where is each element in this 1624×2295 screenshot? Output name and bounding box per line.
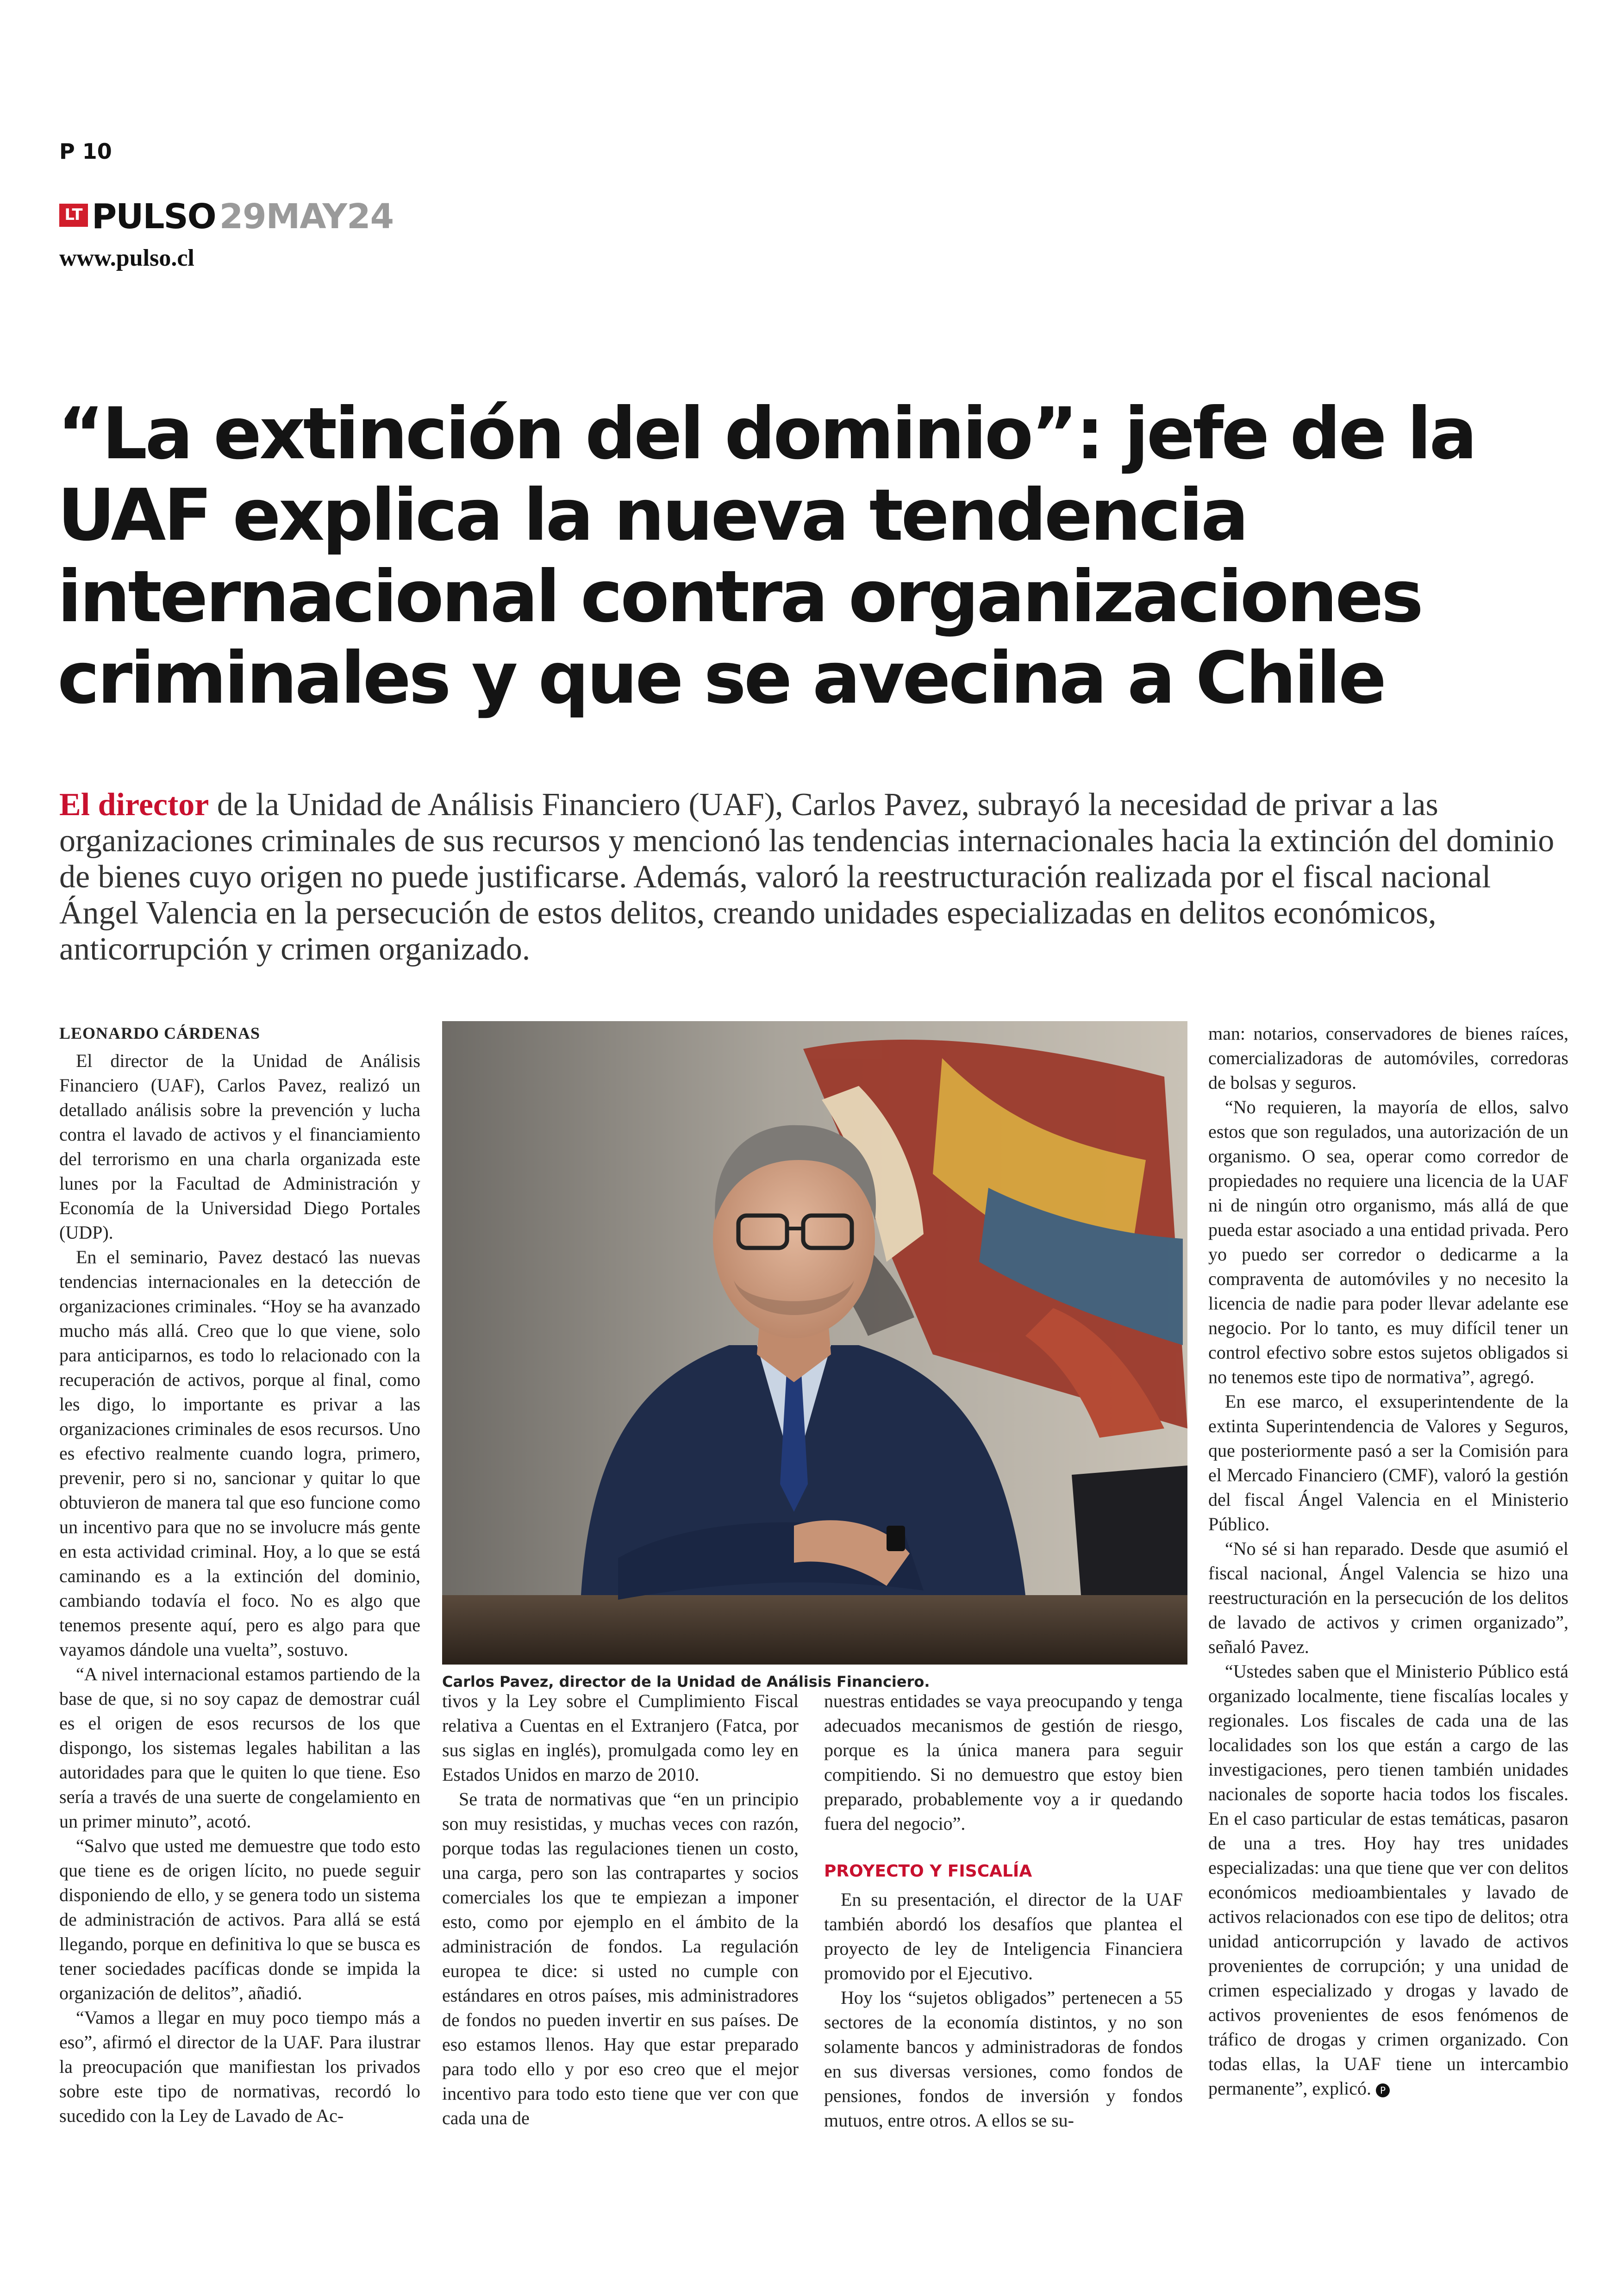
paragraph: tivos y la Ley sobre el Cumplimiento Fiscal relativa a Cuentas en el Extranjero (Fatca, por sus siglas en inglés), promulgada como ley en Estados Unidos en marzo de 2010. (442, 1690, 799, 1785)
paragraph: Se trata de normativas que “en un principio son muy resistidas, y muchas veces con razón, porque todas las regulaciones tienen un costo, una carga, pero son las contrapartes y socios comerciales los que te empiezan a imponer esto, como por ejemplo en el ámbito de la administración de fondos. La regulación europea te dice: si usted no cumple con estándares en otros países, mis administradores de fondos no pueden invertir en sus países. De eso estamos llenos. Hay que estar preparado para todo ello y por eso creo que el mejor incentivo para todo esto tiene que ver con que cada una de (442, 1789, 799, 2128)
issue-date: 29MAY24 (219, 197, 394, 237)
masthead (59, 198, 394, 235)
paragraph: En el seminario, Pavez destacó las nuevas tendencias internacionales en la detección de organizaciones criminales. “Hoy se ha avanzado mucho más allá. Creo que lo que viene, solo para anticiparnos, es todo lo relacionado con la recuperación de activos, porque al final, como les digo, lo importante es privar a las organizaciones criminales de esos recursos. Uno es efectivo realmente cuando logra, primero, prevenir, pero si no, sancionar y quitar lo que obtuvieron de manera tal que eso funcione como un incentivo para que no se involucre más gente en esta actividad criminal. Hoy, a lo que se está caminando es a la extinción del dominio, cambiando todavía el foco. No es algo que tenemos presente aquí, pero es algo para que vayamos dándole una vuelta”, sostuvo. (59, 1247, 420, 1660)
lead-text: de la Unidad de Análisis Financiero (UAF), Carlos Pavez, subrayó la necesidad de privar a las organizaciones criminales de sus recursos y mencionó las tendencias internacionales hacia la extinción del dominio de bienes cuyo origen no puede justificarse. Además, valoró la reestructuración realizada por el fiscal nacional Ángel Valencia en la persecución de estos delitos, creando unidades especializadas en delitos económicos, anticorrupción y crimen organizado. (59, 787, 1555, 967)
body-column-2 (442, 1689, 799, 2130)
site-url[interactable]: www.pulso.cl (59, 245, 194, 271)
body-column-4 (1208, 1021, 1568, 2101)
paragraph: Hoy los “sujetos obligados” pertenecen a 55 sectores de la economía distintos, y no son solamente bancos y administradoras de fondos en sus diversas versiones, como fondos de pensiones, fondos de inversión y fondos mutuos, entre otros. A ellos se su- (824, 1987, 1183, 2131)
paragraph: El director de la Unidad de Análisis Financiero (UAF), Carlos Pavez, realizó un detallado análisis sobre la prevención y lucha contra el lavado de activos y el financiamiento del terrorismo en una charla organizada este lunes por la Facultad de Administración y Economía de la Universidad Diego Portales (UDP). (59, 1050, 420, 1243)
brand-name: PULSO (92, 197, 216, 237)
body-column-3 (824, 1689, 1183, 2133)
lead-paragraph (59, 787, 1564, 967)
byline: LEONARDO CÁRDENAS (59, 1024, 261, 1042)
paragraph: nuestras entidades se vaya preocupando y tenga adecuados mecanismos de gestión de riesgo, porque es la única manera para seguir compitiendo. Si no demuestro que estoy bien preparado, probablemente voy a ir quedando fuera del negocio”. (824, 1690, 1183, 1834)
lead-kicker: El director (59, 787, 209, 823)
page-number: P 10 (59, 139, 112, 164)
paragraph: “Salvo que usted me demuestre que todo esto que tiene es de origen lícito, no puede seguir disponiendo de ello, y se genera todo un sistema de administración de activos. Para allá se está llegando, porque en definitiva lo que se busca es tener sociedades pacíficas donde se impida la organización de delitos”, añadió. (59, 1835, 420, 2003)
paragraph (1208, 1659, 1568, 2101)
body-column-1 (59, 1021, 420, 2128)
lt-logo: LT (59, 204, 88, 232)
paragraph: En ese marco, el exsuperintendente de la extinta Superintendencia de Valores y Seguros, que posteriormente pasó a ser la Comisión para el Mercado Financiero (CMF), valoró la gestión del fiscal Ángel Valencia en el Ministerio Público. (1208, 1391, 1568, 1534)
end-of-article-icon: P (1376, 2083, 1390, 2097)
paragraph: “No requieren, la mayoría de ellos, salvo estos que son regulados, una autorización de un organismo. O sea, operar como corredor de propiedades no requiere una licencia de la UAF ni de ningún otro organismo, más allá de que pueda estar asociado a una entidad privada. Pero yo puedo ser corredor o dedicarme a la compraventa de automóviles y no necesito la licencia de nadie para poder llevar adelante ese negocio. Por lo tanto, es muy difícil tener un control efectivo sobre estos sujetos obligados si no tenemos este tipo de normativa”, agregó. (1208, 1097, 1568, 1387)
article-photo (442, 1021, 1187, 1665)
paragraph: “Vamos a llegar en muy poco tiempo más a eso”, afirmó el director de la UAF. Para ilustrar la preocupación que manifiestan los privados sobre este tipo de normativas, recordó lo sucedido con la Ley de Lavado de Ac- (59, 2007, 420, 2126)
section-subhead: PROYECTO Y FISCALÍA (824, 1862, 1032, 1881)
paragraph: En su presentación, el director de la UAF también abordó los desafíos que plantea el proyecto de ley de Inteligencia Financiera promovido por el Ejecutivo. (824, 1889, 1183, 1983)
paragraph: “A nivel internacional estamos partiendo de la base de que, si no soy capaz de demostrar cuál es el origen de esos recursos de los que dispongo, los sistemas legales habilitan a las autoridades para que le quiten lo que tiene. Eso sería a través de una suerte de congelamiento en un primer minuto”, acotó. (59, 1664, 420, 1832)
paragraph-text: “Ustedes saben que el Ministerio Público está organizado localmente, tiene fiscalías locales y regionales. Los fiscales de cada una de las localidades son los que están a cargo de las investigaciones, pero tienen también unidades nacionales de soporte hacia todos los fiscales. En el caso particular de estas temáticas, pasaron de una a tres. Hoy hay tres unidades especializadas: una que tiene que ver con delitos económicos medioambientales y lavado de activos relacionados con ese tipo de delitos; otra unidad anticorrupción y lavado de activos provenientes de corrupción; y una unidad de crimen especializado y drogas y lavado de activos provenientes de esos fenómenos de tráfico de drogas y crimen organizado. Con todas ellas, la UAF tiene un intercambio permanente”, explicó. (1208, 1661, 1568, 2099)
paragraph: “No sé si han reparado. Desde que asumió el fiscal nacional, Ángel Valencia se hizo una reestructuración en la persecución de los delitos de lavado de activos y crimen organizado”, señaló Pavez. (1208, 1538, 1568, 1657)
paragraph: man: notarios, conservadores de bienes raíces, comercializadoras de automóviles, corredoras de bolsas y seguros. (1208, 1023, 1568, 1093)
headline: “La extinción del dominio”: jefe de la UAF explica la nueva tendencia internacional contra organizaciones criminales y que se avecina a Chile (57, 393, 1475, 720)
photo-caption: Carlos Pavez, director de la Unidad de Análisis Financiero. (442, 1673, 930, 1690)
portrait-illustration (442, 1021, 1187, 1665)
